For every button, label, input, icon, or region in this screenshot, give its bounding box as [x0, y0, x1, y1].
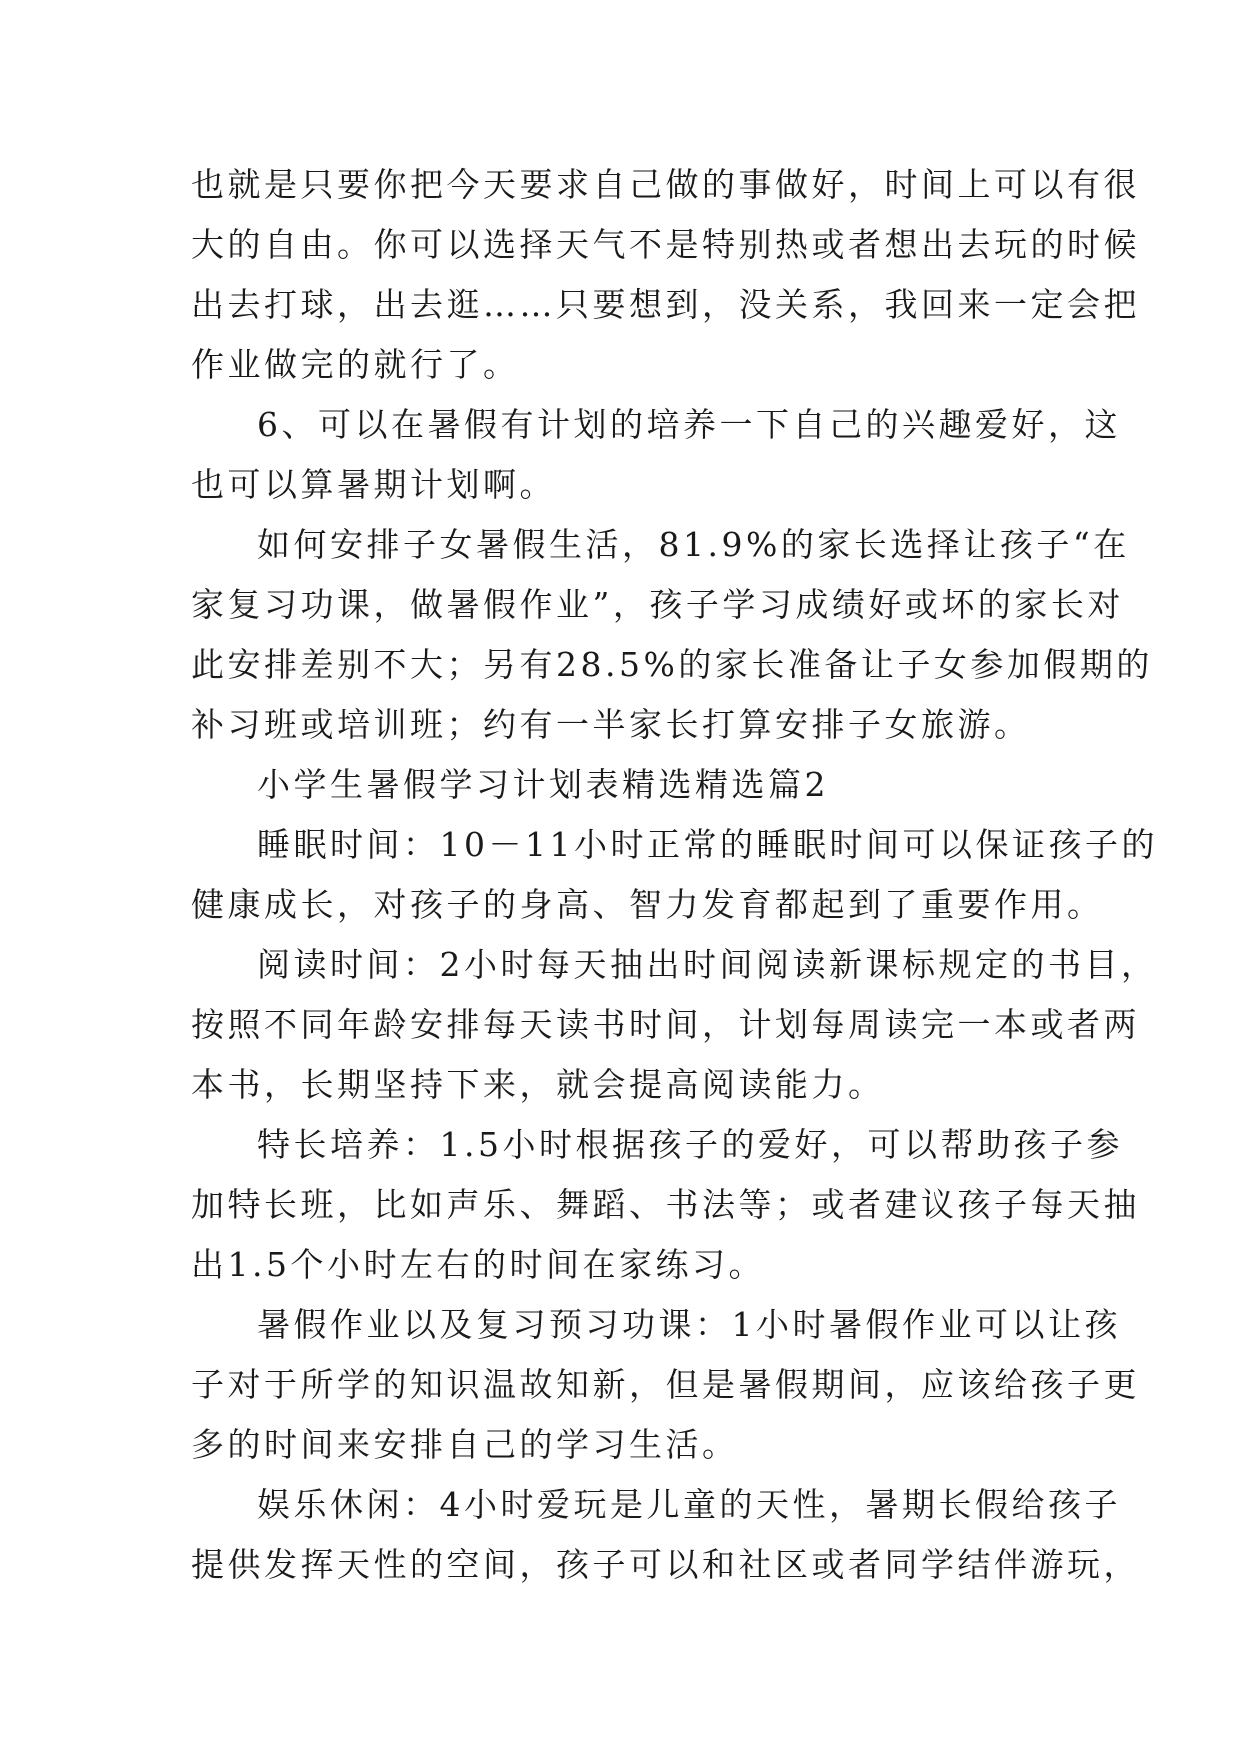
text-line: 健康成长，对孩子的身高、智力发育都起到了重要作用。 — [191, 885, 1104, 924]
text-line: 出1.5个小时左右的时间在家练习。 — [191, 1245, 765, 1284]
text-line: 娱乐休闲：4小时爱玩是儿童的天性，暑期长假给孩子 — [257, 1485, 1121, 1524]
document-body — [191, 155, 1158, 1595]
text-line: 提供发挥天性的空间，孩子可以和社区或者同学结伴游玩， — [191, 1545, 1140, 1584]
text-line: 也就是只要你把今天要求自己做的事做好，时间上可以有很 — [191, 165, 1140, 204]
text-line: 加特长班，比如声乐、舞蹈、书法等；或者建议孩子每天抽 — [191, 1185, 1140, 1224]
text-line: 子对于所学的知识温故知新，但是暑假期间，应该给孩子更 — [191, 1365, 1140, 1404]
text-line: 多的时间来安排自己的学习生活。 — [191, 1425, 739, 1464]
text-line: 此安排差别不大；另有28.5%的家长准备让子女参加假期的 — [191, 645, 1153, 684]
text-line: 6、可以在暑假有计划的培养一下自己的兴趣爱好，这 — [257, 405, 1121, 444]
text-line: 本书，长期坚持下来，就会提高阅读能力。 — [191, 1065, 885, 1104]
section-heading: 小学生暑假学习计划表精选精选篇2 — [257, 765, 829, 804]
text-line: 作业做完的就行了。 — [191, 345, 520, 384]
text-line: 睡眠时间：10－11小时正常的睡眠时间可以保证孩子的 — [257, 825, 1158, 864]
text-line: 如何安排子女暑假生活，81.9%的家长选择让孩子“在 — [257, 525, 1130, 564]
text-line: 特长培养：1.5小时根据孩子的爱好，可以帮助孩子参 — [257, 1125, 1123, 1164]
text-line: 大的自由。你可以选择天气不是特别热或者想出去玩的时候 — [191, 225, 1140, 264]
text-line: 按照不同年龄安排每天读书时间，计划每周读完一本或者两 — [191, 1005, 1140, 1044]
text-line: 补习班或培训班；约有一半家长打算安排子女旅游。 — [191, 705, 1031, 744]
text-line: 家复习功课，做暑假作业”，孩子学习成绩好或坏的家长对 — [191, 585, 1124, 624]
text-line: 暑假作业以及复习预习功课：1小时暑假作业可以让孩 — [257, 1305, 1121, 1344]
text-line: 也可以算暑期计划啊。 — [191, 465, 556, 504]
text-line: 出去打球，出去逛……只要想到，没关系，我回来一定会把 — [191, 285, 1140, 324]
text-line: 阅读时间：2小时每天抽出时间阅读新课标规定的书目， — [257, 945, 1158, 984]
